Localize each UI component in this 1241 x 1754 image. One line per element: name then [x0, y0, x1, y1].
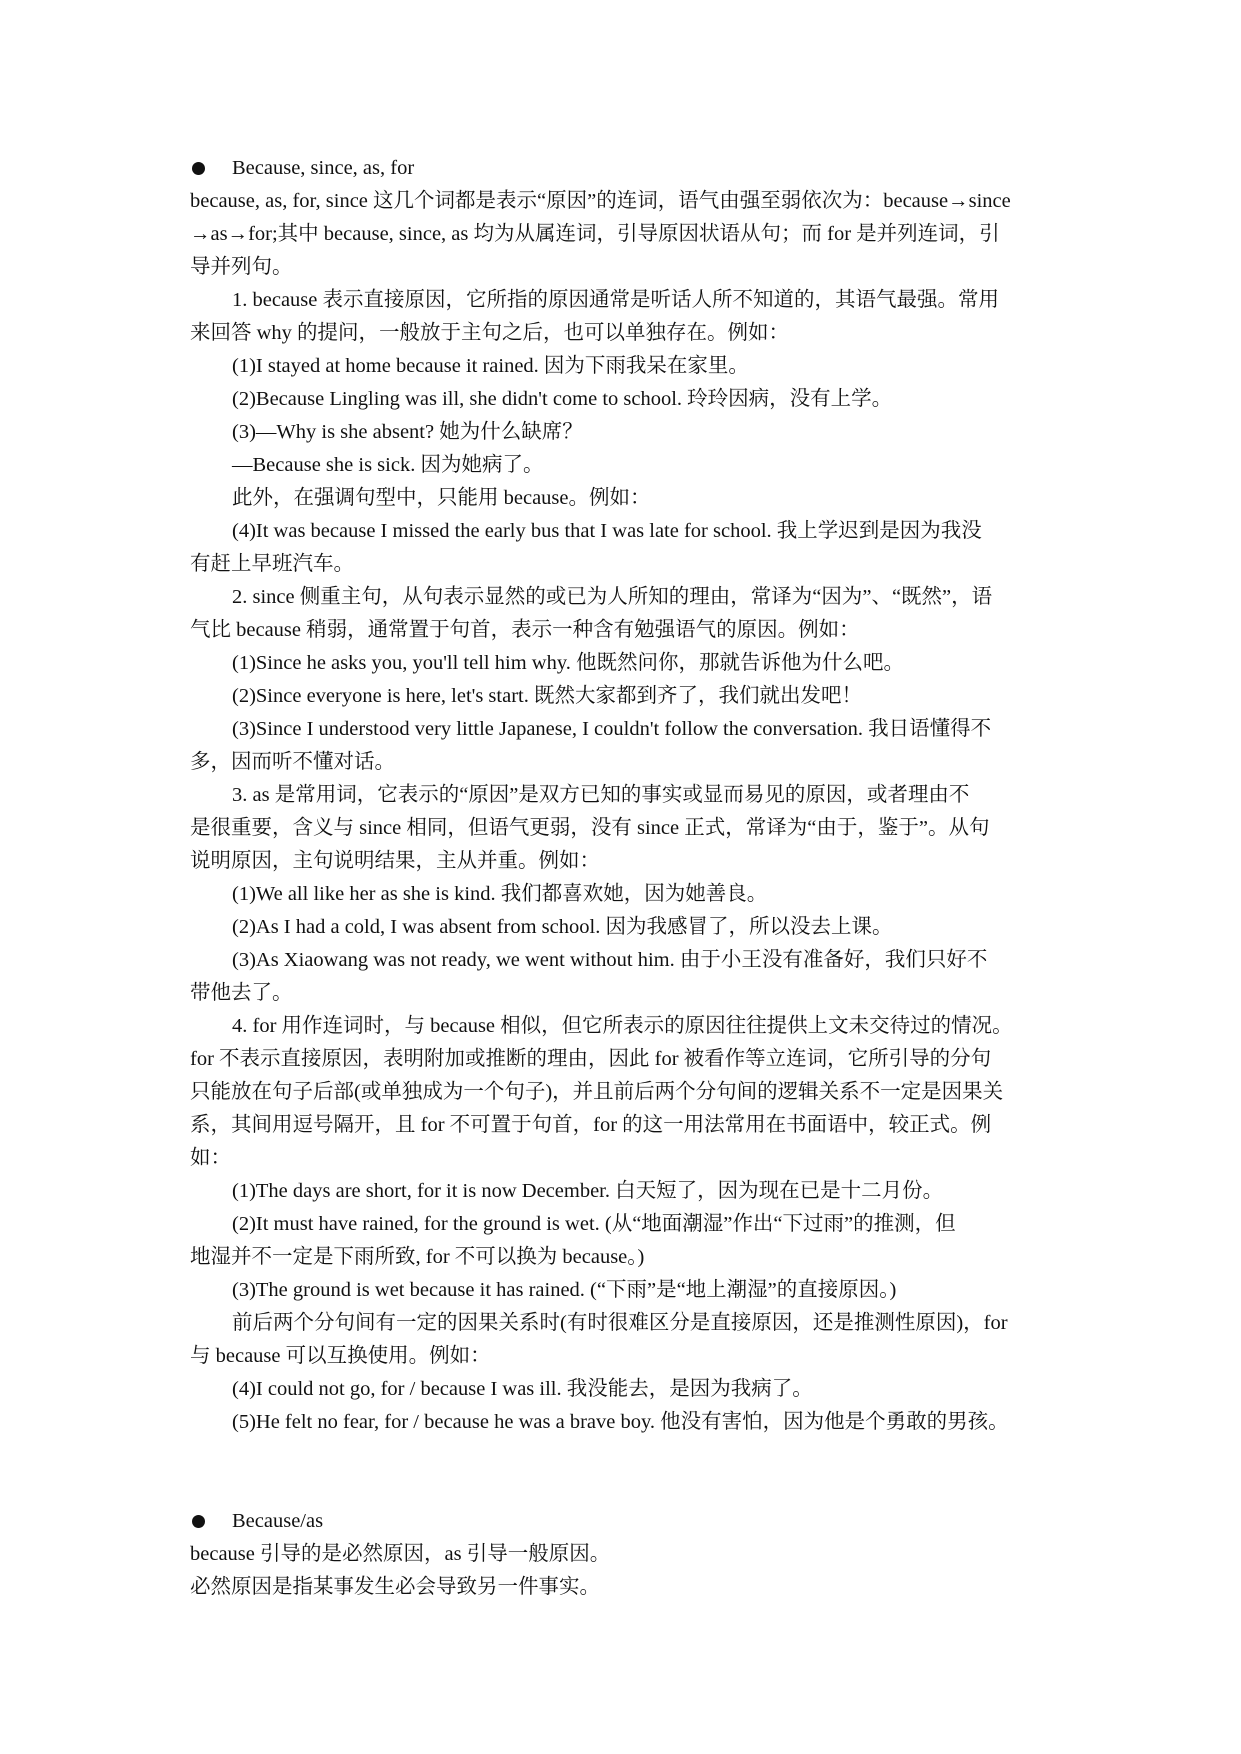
- point-3-line: 说明原因，主句说明结果，主从并重。例如：: [190, 850, 600, 872]
- point-4-line: 系，其间用逗号隔开，且 for 不可置于句首，for 的这一用法常用在书面语中，较正式。例: [190, 1114, 992, 1136]
- point-2-line: 气比 because 稍弱，通常置于句首，表示一种含有勉强语气的原因。例如：: [190, 619, 860, 641]
- point-4-line: 4. for 用作连词时，与 because 相似，但它所表示的原因往往提供上文未交待过的情况。: [232, 1015, 1013, 1037]
- section-heading-text: Because, since, as, for: [232, 157, 415, 179]
- example-line: (2)It must have rained, for the ground is wet. (从“地面潮湿”作出“下过雨”的推测，但: [232, 1213, 956, 1235]
- point-4-line: 只能放在句子后部(或单独成为一个句子)，并且前后两个分句间的逻辑关系不一定是因果关: [190, 1081, 1004, 1103]
- example-line: (3)The ground is wet because it has rained. (“下雨”是“地上潮湿”的直接原因。): [232, 1279, 897, 1301]
- example-line: —Because she is sick. 因为她病了。: [232, 454, 544, 476]
- bullet-icon: [192, 162, 205, 175]
- note-line: 此外，在强调句型中，只能用 because。例如：: [232, 487, 651, 509]
- section-heading-because-as: [190, 1505, 1063, 1538]
- intro-line: →as→for;其中 because, since, as 均为从属连词，引导原因状语从句；而 for 是并列连词，引: [190, 223, 1000, 245]
- example-line: 多，因而听不懂对话。: [190, 751, 395, 773]
- example-line: 有赶上早班汽车。: [190, 553, 354, 575]
- point-4-line: 如：: [190, 1147, 231, 1169]
- point-2-line: 2. since 侧重主句，从句表示显然的或已为人所知的理由，常译为“因为”、“既然”，语: [232, 586, 993, 608]
- note-line: 前后两个分句间有一定的因果关系时(有时很难区分是直接原因，还是推测性原因)，for: [232, 1312, 1008, 1334]
- intro-line: because, as, for, since 这几个词都是表示“原因”的连词，语气由强至弱依次为：because→since: [190, 190, 1011, 212]
- example-line: (2)Since everyone is here, let's start. 既然大家都到齐了，我们就出发吧！: [232, 685, 862, 707]
- example-line: (3)Since I understood very little Japanese, I couldn't follow the conversation. 我日语懂得不: [232, 718, 992, 740]
- example-line: (1)I stayed at home because it rained. 因为下雨我呆在家里。: [232, 355, 749, 377]
- example-line: 地湿并不一定是下雨所致, for 不可以换为 because。): [190, 1246, 645, 1268]
- point-3-line: 3. as 是常用词，它表示的“原因”是双方已知的事实或显而易见的原因，或者理由不: [232, 784, 970, 806]
- point-3-line: 是很重要，含义与 since 相同，但语气更弱，没有 since 正式，常译为“由于，鉴于”。从句: [190, 817, 990, 839]
- intro-line: 导并列句。: [190, 256, 293, 278]
- example-line: (1)We all like her as she is kind. 我们都喜欢她，因为她善良。: [232, 883, 768, 905]
- example-line: (1)The days are short, for it is now December. 白天短了，因为现在已是十二月份。: [232, 1180, 944, 1202]
- body-line: 必然原因是指某事发生必会导致另一件事实。: [190, 1576, 600, 1598]
- section-heading-text: Because/as: [232, 1510, 324, 1532]
- point-4-line: for 不表示直接原因，表明附加或推断的理由，因此 for 被看作等立连词，它所引导的分句: [190, 1048, 992, 1070]
- point-1-line: 来回答 why 的提问，一般放于主句之后，也可以单独存在。例如：: [190, 322, 790, 344]
- body-line: because 引导的是必然原因，as 引导一般原因。: [190, 1543, 611, 1565]
- section-heading-because-since-as-for: [190, 152, 1063, 185]
- example-line: (4)It was because I missed the early bus that I was late for school. 我上学迟到是因为我没: [232, 520, 982, 542]
- example-line: (1)Since he asks you, you'll tell him why. 他既然问你，那就告诉他为什么吧。: [232, 652, 904, 674]
- example-line: (3)As Xiaowang was not ready, we went without him. 由于小王没有准备好，我们只好不: [232, 949, 988, 971]
- bullet-icon: [192, 1515, 205, 1528]
- example-line: (2)Because Lingling was ill, she didn't come to school. 玲玲因病，没有上学。: [232, 388, 893, 410]
- note-line: 与 because 可以互换使用。例如：: [190, 1345, 491, 1367]
- example-line: 带他去了。: [190, 982, 293, 1004]
- example-line: (2)As I had a cold, I was absent from school. 因为我感冒了，所以没去上课。: [232, 916, 893, 938]
- section-spacer: [190, 1439, 1063, 1505]
- example-line: (3)—Why is she absent? 她为什么缺席？: [232, 421, 583, 443]
- example-line: (4)I could not go, for / because I was ill. 我没能去，是因为我病了。: [232, 1378, 813, 1400]
- point-1-line: 1. because 表示直接原因，它所指的原因通常是听话人所不知道的，其语气最强。常用: [232, 289, 999, 311]
- example-line: (5)He felt no fear, for / because he was a brave boy. 他没有害怕，因为他是个勇敢的男孩。: [232, 1411, 1009, 1433]
